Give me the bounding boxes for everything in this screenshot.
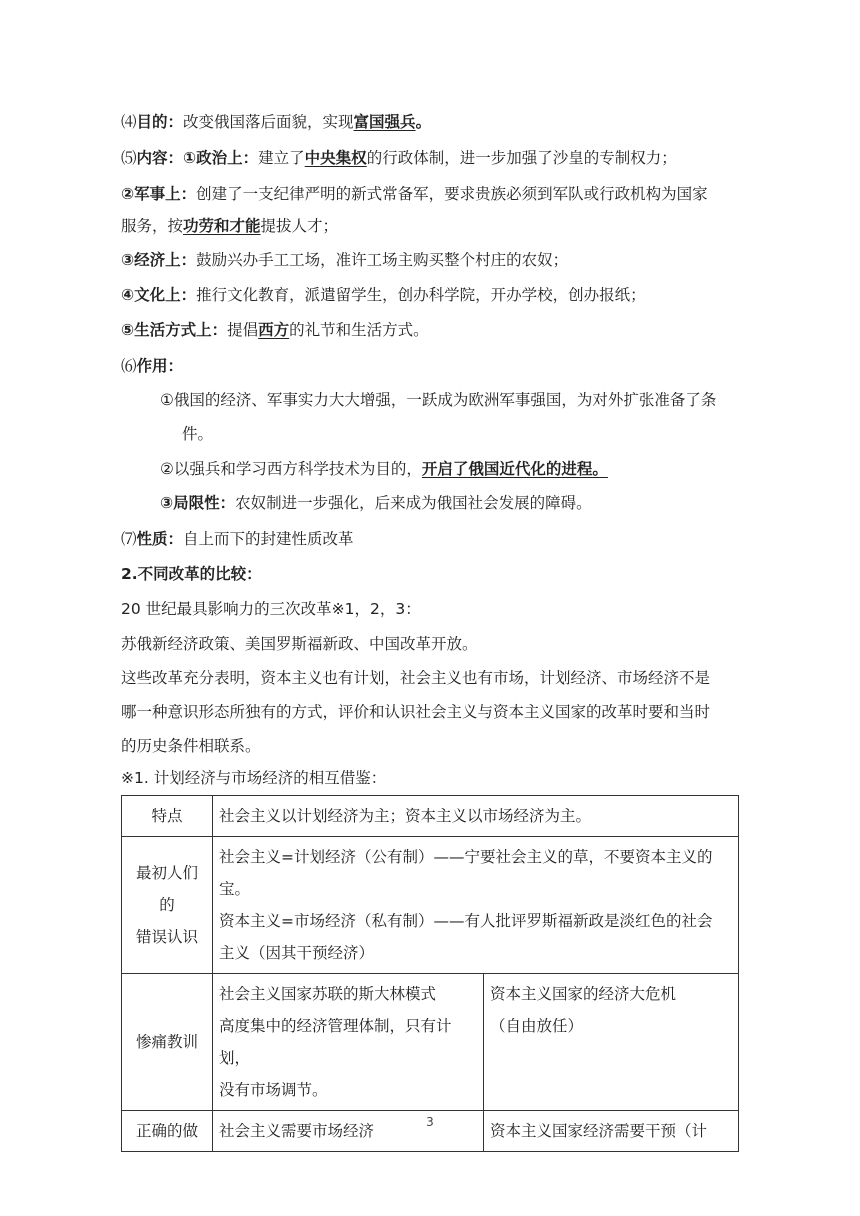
section-2-paragraph-1: 20 世纪最具影响力的三次改革※1，2，3： [121,600,421,618]
table-cell-line: 社会主义=计划经济（公有制）——宁要社会主义的草，不要资本主义的 [219,848,713,866]
table-cell-line: 主义（因其干预经济） [219,944,375,962]
purpose-number: ⑷ [121,113,137,131]
effect-item-3-text: 农奴制进一步强化，后来成为俄国社会发展的障碍。 [235,494,592,512]
nature-label: 性质： [136,530,184,548]
effect-label: 作用： [136,357,184,375]
table-cell [213,974,484,1111]
nature-text: 自上而下的封建性质改革 [183,530,354,548]
culture-line [121,284,646,306]
table-row-label: 惨痛教训 [122,974,213,1111]
politics-text-1: 建立了 [258,149,305,167]
section-2-paragraph-3b: 哪一种意识形态所独有的方式，评价和认识社会主义与资本主义国家的改革时要和当时 [121,703,711,721]
content-number: ⑸ [121,149,137,167]
military-line-2 [121,215,338,237]
table-cell-line: 宝。 [219,880,251,898]
economy-line [121,249,568,271]
nature-line [121,528,354,550]
table-cell-line: 高度集中的经济管理体制，只有计划， [219,1017,452,1067]
military-line [121,183,708,205]
table-row-label: 特点 [122,796,213,837]
economy-text: 鼓励兴办手工工场，准许工场主购买整个村庄的农奴； [196,251,569,269]
table-cell [484,974,739,1111]
purpose-line [121,111,431,133]
section-2-paragraph-2: 苏俄新经济政策、美国罗斯福新政、中国改革开放。 [121,635,478,653]
lifestyle-key: 西方 [258,321,290,339]
table-row [122,837,739,974]
purpose-key: 富国强兵 [353,113,416,131]
section-2-heading: 2.不同改革的比较： [121,565,262,583]
table-row-label: 正确的做 [122,1111,213,1152]
table-row [122,796,739,837]
table-row-label-line: 错误认识 [135,928,198,946]
effect-item-2 [160,458,608,480]
effect-item-3 [160,492,592,514]
table-cell-line: 资本主义国家的经济大危机 [490,985,677,1003]
effect-item-3-number: ③ [160,494,174,512]
table-cell-line: 没有市场调节。 [219,1081,328,1099]
purpose-text: 改变俄国落后面貌，实现 [183,113,354,131]
lifestyle-label: ⑤生活方式上： [121,321,228,339]
table-row [122,974,739,1111]
purpose-label: 目的： [136,113,184,131]
effect-heading [121,355,183,377]
nature-number: ⑺ [121,530,137,548]
table-cell-line: （自由放任） [490,1017,584,1035]
politics-key: 中央集权 [304,149,367,167]
effect-number: ⑹ [121,357,137,375]
effect-item-1: ①俄国的经济、军事实力大大增强，一跃成为欧洲军事强国，为对外扩张准备了条 [160,391,717,409]
lifestyle-text-2: 的礼节和生活方式。 [289,321,429,339]
table-row-label [122,837,213,974]
table-cell: 社会主义以计划经济为主；资本主义以市场经济为主。 [213,796,739,837]
section-2-paragraph-3a: 这些改革充分表明，资本主义也有计划，社会主义也有市场，计划经济、市场经济不是 [121,669,711,687]
effect-item-1-cont: 件。 [182,425,214,443]
table-cell-line: 社会主义国家苏联的斯大林模式 [219,985,437,1003]
effect-item-3-label: 局限性： [173,494,236,512]
page-number: 3 [426,1115,434,1129]
military-cont-2: 提拔人才； [260,217,339,235]
culture-text: 推行文化教育，派遣留学生，创办科学院，开办学校，创办报纸； [196,286,646,304]
lifestyle-text-1: 提倡 [227,321,259,339]
military-cont-1: 服务，按 [121,217,184,235]
comparison-table [121,795,739,1152]
military-label: ②军事上： [121,185,197,203]
military-text: 创建了一支纪律严明的新式常备军，要求贵族必须到军队或行政机构为国家 [196,185,708,203]
section-2-paragraph-3c: 的历史条件相联系。 [121,737,261,755]
politics-text-2: 的行政体制，进一步加强了沙皇的专制权力； [366,149,677,167]
table-row-label-line: 最初人们 [135,864,198,882]
culture-label: ④文化上： [121,286,197,304]
content-label: 内容： [136,149,184,167]
effect-item-2-text: ②以强兵和学习西方科学技术为目的， [160,460,422,478]
table-cell: 社会主义需要市场经济 [213,1111,484,1152]
table-cell [213,837,739,974]
effect-item-2-key: 开启了俄国近代化的进程。 [421,460,608,478]
content-line [121,147,677,169]
section-2-paragraph-4: ※1. 计划经济与市场经济的相互借鉴： [121,769,387,787]
military-key: 功劳和才能 [183,217,261,235]
purpose-end: 。 [415,113,432,131]
lifestyle-line [121,319,429,341]
economy-label: ③经济上： [121,251,197,269]
politics-label: ①政治上： [183,149,259,167]
table-cell-line: 资本主义=市场经济（私有制）——有人批评罗斯福新政是淡红色的社会 [219,912,713,930]
table-cell: 资本主义国家经济需要干预（计 [484,1111,739,1152]
table-row-label-line: 的 [159,896,175,914]
